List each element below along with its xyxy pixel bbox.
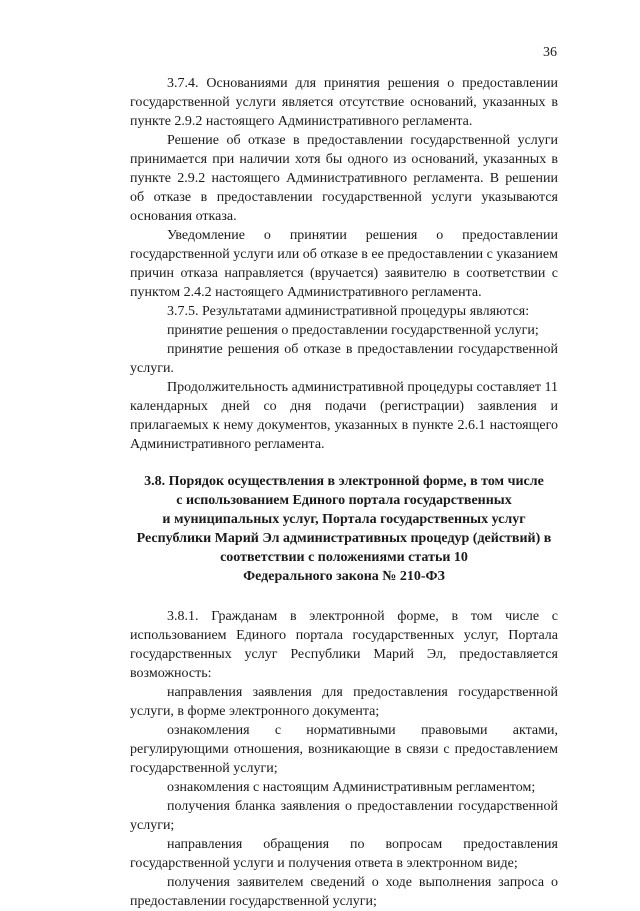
paragraph: Уведомление о принятии решения о предоставлении государственной услуги или об отказе в ее предоставлении с указанием причин отказа направляется (вручается) заявителю в соответствии с пунктом 2.4.2 настоящего Административного регламента. bbox=[130, 228, 558, 300]
section-heading: 3.8. Порядок осуществления в электронной форме, в том числе с использованием Единого портала государственных и муниципальных услуг, Портала государственных услуг Республики Марий Эл административных процедур (действий) в соответствии с положениями статьи 10 Федерального закона № 210-ФЗ bbox=[136, 474, 552, 584]
list-item: направления обращения по вопросам предоставления государственной услуги и получения ответа в электронном виде; bbox=[130, 837, 558, 871]
paragraph: 3.8.1. Гражданам в электронной форме, в том числе с использованием Единого портала государственных услуг, Портала государственных услуг Республики Марий Эл, предоставляется возможность: bbox=[130, 609, 558, 681]
list-item: ознакомления с нормативными правовыми актами, регулирующими отношения, возникающие в связи с предоставлением государственной услуги; bbox=[130, 723, 558, 776]
list-item: ознакомления с настоящим Административным регламентом; bbox=[167, 780, 536, 795]
paragraph: Решение об отказе в предоставлении государственной услуги принимается при наличии хотя бы одного из оснований, указанных в пункте 2.9.2 настоящего Административного регламента. В решении об отказе в предоставлении государственной услуги указываются основания отказа. bbox=[130, 133, 558, 224]
list-item: получения заявителем сведений о ходе выполнения запроса о предоставлении государственной услуги; bbox=[130, 875, 558, 909]
paragraph: 3.7.4. Основаниями для принятия решения о предоставлении государственной услуги является отсутствие оснований, указанных в пункте 2.9.2 настоящего Административного регламента. bbox=[130, 76, 558, 129]
list-item: получения бланка заявления о предоставлении государственной услуги; bbox=[130, 799, 558, 833]
document-body bbox=[130, 74, 558, 911]
page-number: 36 bbox=[543, 45, 557, 60]
list-item: принятие решения об отказе в предоставлении государственной услуги. bbox=[130, 342, 558, 376]
paragraph: 3.7.5. Результатами административной процедуры являются: bbox=[167, 304, 530, 319]
list-item: направления заявления для предоставления государственной услуги, в форме электронного документа; bbox=[130, 685, 558, 719]
paragraph: Продолжительность административной процедуры составляет 11 календарных дней со дня подачи (регистрации) заявления и прилагаемых к нему документов, указанных в пункте 2.6.1 настоящего Административного регламента. bbox=[130, 380, 558, 452]
list-item: принятие решения о предоставлении государственной услуги; bbox=[167, 323, 539, 338]
